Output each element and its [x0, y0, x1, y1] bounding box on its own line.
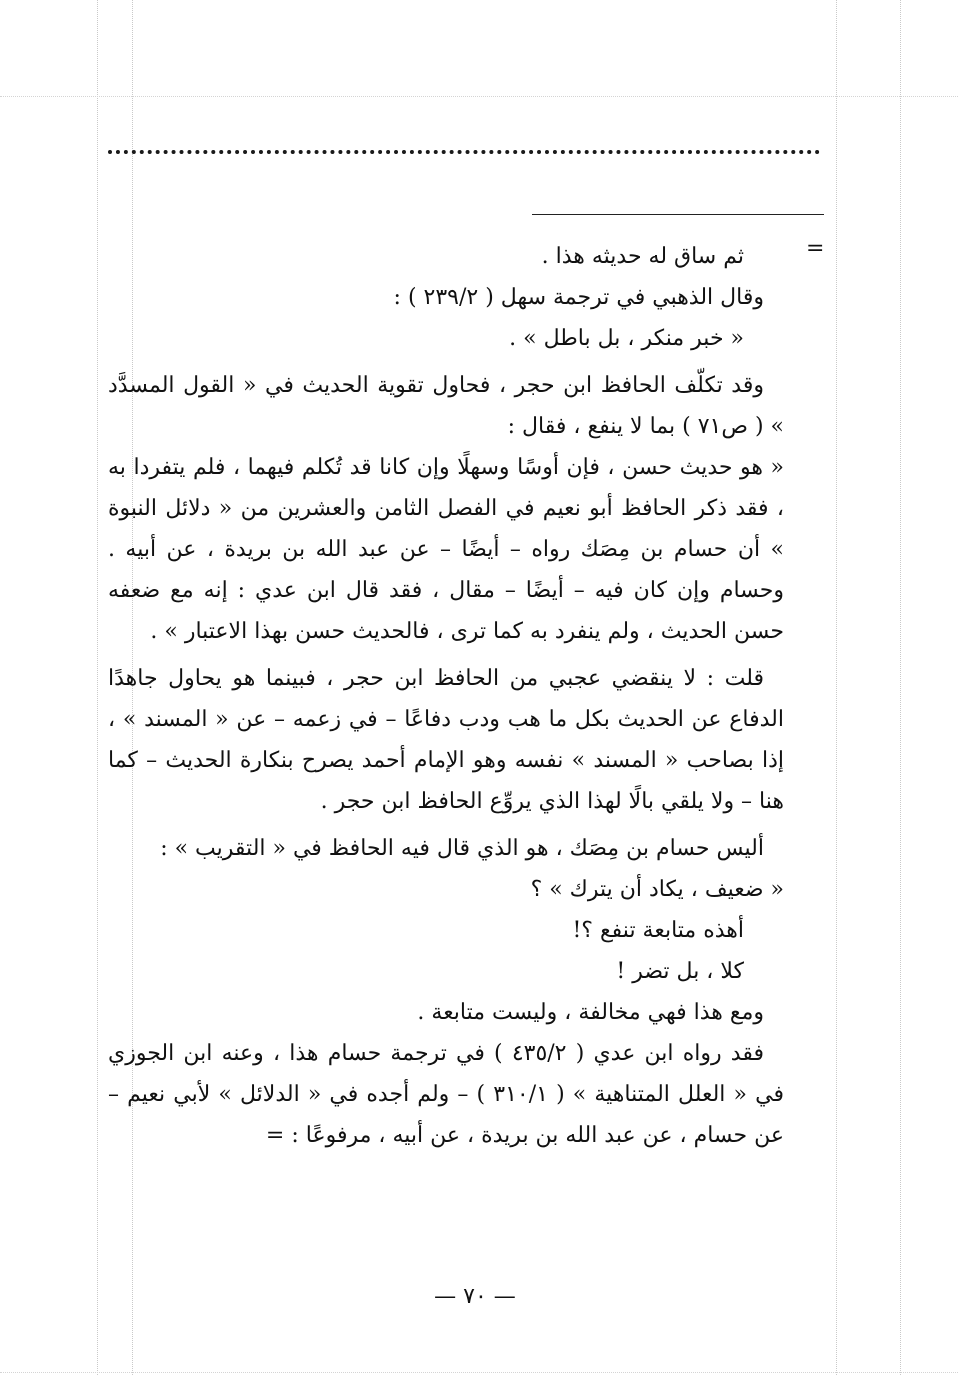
scan-guide-line [97, 0, 98, 1375]
dotted-separator [108, 150, 820, 154]
paragraph [108, 1033, 784, 1156]
continuation-mark: = [806, 236, 825, 261]
paragraph: وقد تكلّف الحافظ ابن حجر ، فحاول تقوية الحديث في « القول المسدَّد » ( ص٧١ ) بما لا ينفع ، فقال : [108, 373, 784, 439]
paragraph: أهذه متابعة تنفع ؟! [572, 918, 744, 943]
paragraph: ومع هذا فهي مخالفة ، وليست متابعة . [417, 1000, 764, 1025]
continuation-mark: = [265, 1123, 285, 1148]
paragraph: وقال الذهبي في ترجمة سهل ( ٢٣٩/٢ ) : [393, 285, 764, 310]
scan-guide-line [0, 96, 958, 97]
paragraph: قلت : لا ينقضي عجبي من الحافظ ابن حجر ، فبينما هو يحاول جاهدًا الدفاع عن الحديث بكل ما هب ودب دفاعًا – في زعمه – عن « المسند » ، إذا بصاحب « المسند » نفسه وهو الإمام أحمد يصرح بنكارة الحديث – كما هنا – ولا يلقي بالًا لهذا الذي يروِّع الحافظ ابن حجر . [108, 666, 784, 814]
scan-guide-line [900, 0, 901, 1375]
scan-guide-line [836, 0, 837, 1375]
paragraph: « ضعيف ، يكاد أن يترك » ؟ [530, 877, 784, 902]
paragraph: « خبر منكر ، بل باطل » . [509, 326, 744, 351]
paragraph: أليس حسام بن مِصَك ، هو الذي قال فيه الحافظ في « التقريب » : [160, 836, 764, 861]
scan-guide-line [0, 1372, 958, 1373]
paragraph: « هو حديث حسن ، فإن أوسًا وسهلًا وإن كانا قد تُكلم فيهما ، فلم يتفردا به ، فقد ذكر الحافظ أبو نعيم في الفصل الثامن والعشرين من « دلائل النبوة » أن حسام بن مِصَك رواه – أيضًا – عن عبد الله بن بريدة ، عن أبيه . وحسام وإن كان فيه – أيضًا – مقال ، فقد قال ابن عدي : إنه مع ضعفه حسن الحديث ، ولم ينفرد به كما ترى ، فالحديث حسن بهذا الاعتبار » . [108, 455, 784, 644]
paragraph: كلا ، بل تضر ! [616, 959, 744, 984]
footnote-rule [532, 214, 824, 215]
page-number: — ٧٠ — [434, 1284, 516, 1309]
footnote-text [108, 236, 784, 1156]
paragraph: ثم ساق له حديثه هذا . [541, 244, 744, 269]
paragraph-text: فقد رواه ابن عدي ( ٤٣٥/٢ ) في ترجمة حسام هذا ، وعنه ابن الجوزي في « العلل المتناهية » ( ٣١٠/١ ) – ولم أجده في « الدلائل » لأبي نعيم – عن حسام ، عن عبد الله بن بريدة ، عن أبيه ، مرفوعًا : [108, 1041, 784, 1148]
